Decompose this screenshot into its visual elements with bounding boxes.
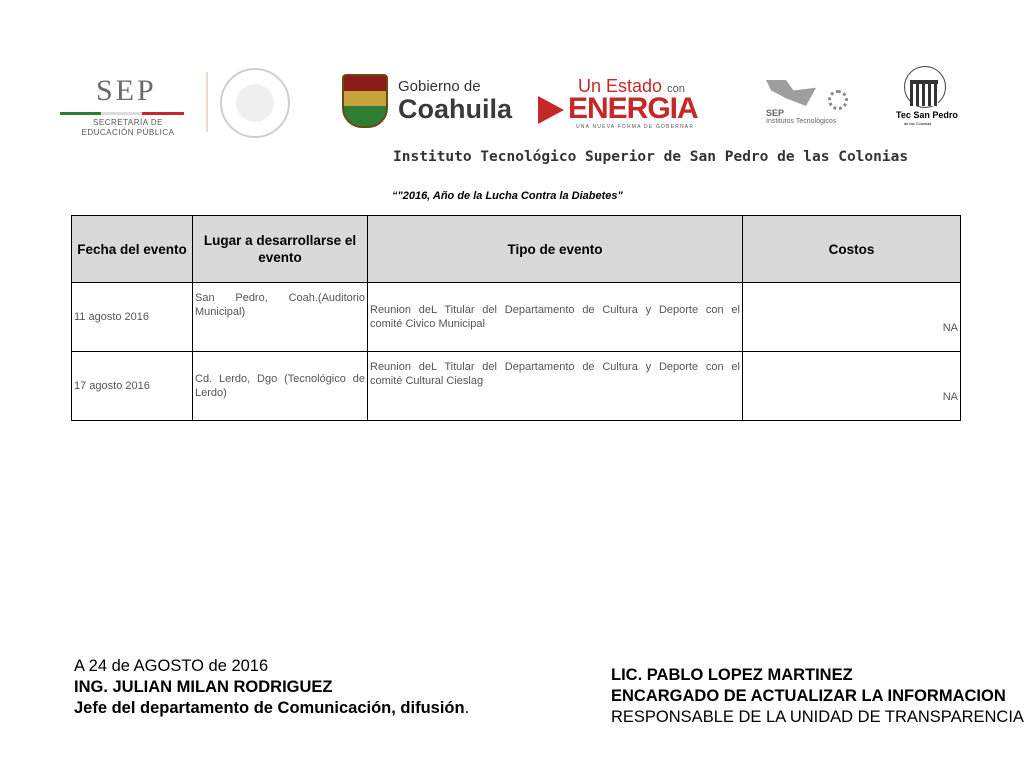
energia-arrow-icon <box>538 96 564 124</box>
header-cost: Costos <box>743 216 961 283</box>
cell-place <box>193 283 368 352</box>
right-signer-role2: RESPONSABLE DE LA UNIDAD DE TRANSPARENCIA <box>611 708 1024 726</box>
header-place: Lugar a desarrollarse el evento <box>193 216 368 283</box>
sep-institutos-line2: Institutos Tecnológicos <box>766 118 837 125</box>
cell-cost: NA <box>743 283 961 352</box>
sep-logo-stripe <box>60 112 184 115</box>
right-signer-role1: ENCARGADO DE ACTUALIZAR LA INFORMACION <box>611 687 1006 705</box>
cell-place <box>193 352 368 421</box>
sep-logo-word: SEP <box>96 74 157 107</box>
logo-bar <box>56 62 956 144</box>
right-signer-name: LIC. PABLO LOPEZ MARTINEZ <box>611 666 853 684</box>
coahuila-shield-icon <box>342 74 388 128</box>
table-header-row <box>72 216 961 283</box>
signature-date: A 24 de AGOSTO de 2016 <box>74 657 269 675</box>
sep-logo-sub-line2: EDUCACIÓN PÚBLICA <box>81 128 175 137</box>
left-signer-role <box>74 698 469 719</box>
cell-type-line2: comité Civico Municipal <box>370 318 485 330</box>
energia-logo-con: con <box>667 83 685 95</box>
cell-date: 11 agosto 2016 <box>72 283 193 352</box>
left-signer-role-text: Jefe del departamento de Comunicación, difusión <box>74 699 465 717</box>
cell-place-line1: Cd. Lerdo, Dgo (Tecnológico de <box>195 373 365 385</box>
cell-type <box>368 352 743 421</box>
right-signature-block <box>611 665 1024 728</box>
energia-logo-line2: ENERGIA <box>568 92 698 125</box>
national-seal-logo <box>206 66 288 138</box>
sep-logo <box>56 74 184 138</box>
header-type: Tipo de evento <box>368 216 743 283</box>
coahuila-logo <box>342 72 522 128</box>
left-signature-block <box>74 656 469 719</box>
cell-place-line2: Municipal) <box>195 306 246 318</box>
tec-logo-line2: de las Colonias <box>904 121 932 126</box>
cell-type-line1: Reunion deL Titular del Departamento de Cultura y Deporte con el <box>370 304 740 316</box>
sep-institutos-logo <box>762 80 852 132</box>
sep-institutos-line1: SEP <box>766 108 785 118</box>
left-signer-role-period: . <box>464 699 470 717</box>
table-row <box>72 283 961 352</box>
sep-logo-sub-line1: SECRETARÍA DE <box>93 118 163 127</box>
energia-logo-tagline: UNA NUEVA FORMA DE GOBERNAR <box>576 124 695 130</box>
cell-place-line1: San Pedro, Coah.(Auditorio <box>195 292 365 304</box>
sep-logo-subtitle <box>78 118 178 138</box>
tec-logo-line1: Tec San Pedro <box>896 110 958 120</box>
energia-logo <box>538 76 706 132</box>
institution-title: Instituto Tecnológico Superior de San Pedro de las Colonias <box>393 149 909 165</box>
coahuila-logo-line2: Coahuila <box>398 94 513 124</box>
eagle-seal-icon <box>220 68 290 138</box>
energia-logo-estado: Un Estado <box>578 76 663 96</box>
header-date: Fecha del evento <box>72 216 193 283</box>
cell-type <box>368 283 743 352</box>
left-signer-name: ING. JULIAN MILAN RODRIGUEZ <box>74 678 333 696</box>
cell-type-line2: comité Cultural Cieslag <box>370 375 484 387</box>
table-row <box>72 352 961 421</box>
events-table <box>71 215 961 421</box>
coahuila-logo-line1: Gobierno de <box>398 78 481 95</box>
tec-san-pedro-logo <box>894 66 956 128</box>
cell-type-line1: Reunion deL Titular del Departamento de Cultura y Deporte con el <box>370 361 740 373</box>
cell-place-line2: Lerdo) <box>195 387 227 399</box>
building-icon <box>910 80 938 106</box>
mexico-map-icon <box>766 80 816 106</box>
gear-icon <box>828 90 848 110</box>
cell-cost: NA <box>743 352 961 421</box>
logo-divider <box>206 72 208 132</box>
year-motto: “"2016, Año de la Lucha Contra la Diabetes" <box>392 190 623 202</box>
cell-date: 17 agosto 2016 <box>72 352 193 421</box>
